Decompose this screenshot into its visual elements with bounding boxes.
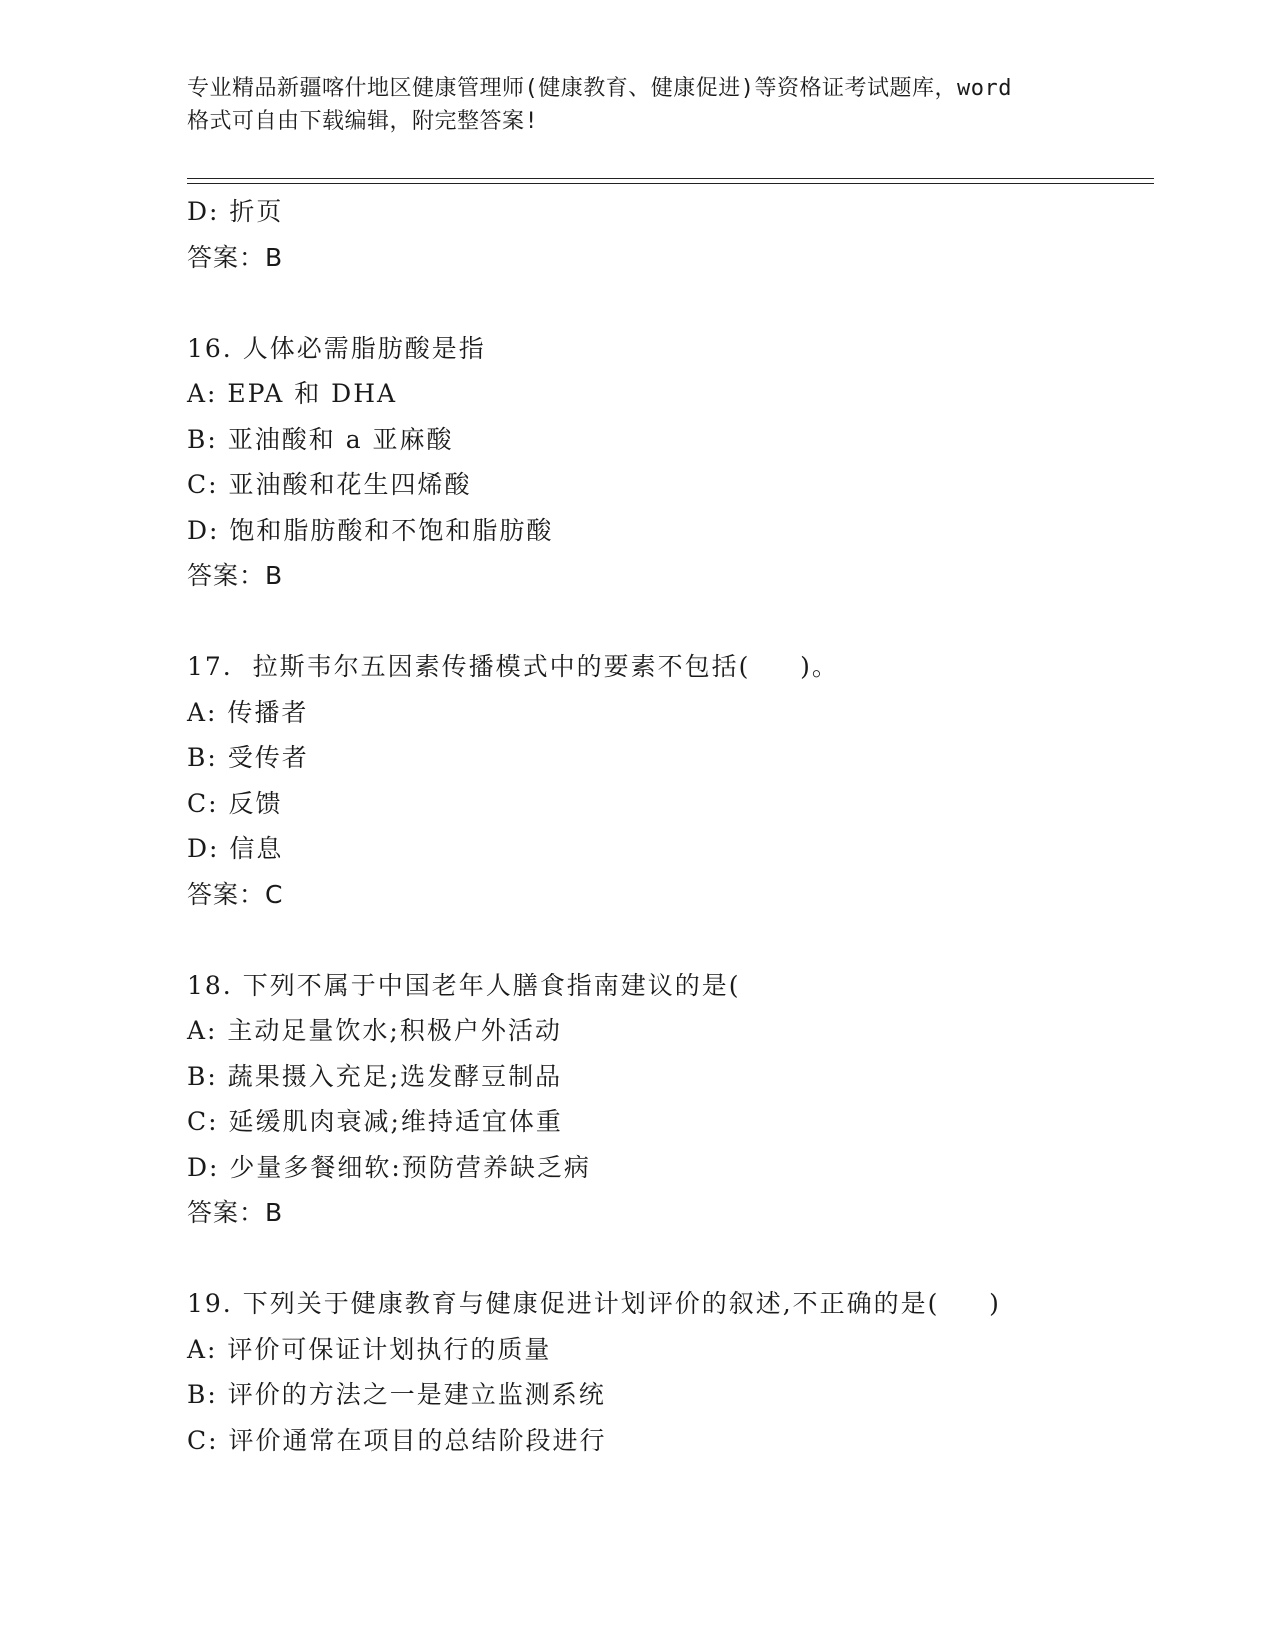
- option-a: A: 传播者: [187, 697, 309, 727]
- header-divider-bottom: [187, 183, 1154, 184]
- header-line-2: 格式可自由下载编辑，附完整答案!: [187, 109, 539, 134]
- question-stem: 17. 拉斯韦尔五因素传播模式中的要素不包括( )。: [187, 652, 839, 681]
- option-c: C: 亚油酸和花生四烯酸: [187, 470, 472, 499]
- question-stem: 16. 人体必需脂肪酸是指: [187, 333, 486, 363]
- option-d: D: 折页: [187, 197, 284, 226]
- spacer: [187, 917, 1147, 963]
- question-16: [187, 326, 1147, 599]
- option-a: A: 主动足量饮水;积极户外活动: [187, 1016, 562, 1045]
- spacer: [187, 599, 1147, 645]
- option-b: B: 亚油酸和 a 亚麻酸: [187, 424, 454, 454]
- question-18: [187, 963, 1147, 1236]
- answer-line: 答案：B: [187, 1198, 284, 1227]
- answer-line: 答案：B: [187, 242, 284, 272]
- previous-question-tail: [187, 189, 1147, 280]
- question-17: [187, 644, 1147, 917]
- question-stem: 18. 下列不属于中国老年人膳食指南建议的是(: [187, 970, 741, 1000]
- option-c: C: 延缓肌肉衰减;维持适宜体重: [187, 1107, 563, 1136]
- document-header: [187, 72, 1087, 138]
- option-d: D: 饱和脂肪酸和不饱和脂肪酸: [187, 515, 554, 545]
- answer-line: 答案：B: [187, 561, 284, 590]
- question-stem: 19. 下列关于健康教育与健康促进计划评价的叙述,不正确的是( ): [187, 1289, 1001, 1318]
- option-a: A: 评价可保证计划执行的质量: [187, 1334, 552, 1364]
- header-divider-top: [187, 178, 1154, 179]
- option-c: C: 评价通常在项目的总结阶段进行: [187, 1425, 607, 1455]
- spacer: [187, 1236, 1147, 1282]
- option-b: B: 蔬果摄入充足;选发酵豆制品: [187, 1061, 563, 1091]
- option-b: B: 受传者: [187, 743, 309, 772]
- option-b: B: 评价的方法之一是建立监测系统: [187, 1380, 606, 1409]
- question-list: [187, 189, 1147, 1463]
- spacer: [187, 280, 1147, 326]
- answer-line: 答案：C: [187, 879, 284, 909]
- option-d: D: 信息: [187, 834, 284, 863]
- header-line-1: 专业精品新疆喀什地区健康管理师(健康教育、健康促进)等资格证考试题库，word: [187, 76, 1012, 101]
- question-19: [187, 1281, 1147, 1463]
- option-d: D: 少量多餐细软:预防营养缺乏病: [187, 1152, 591, 1182]
- option-c: C: 反馈: [187, 788, 283, 818]
- option-a: A: EPA 和 DHA: [187, 379, 398, 408]
